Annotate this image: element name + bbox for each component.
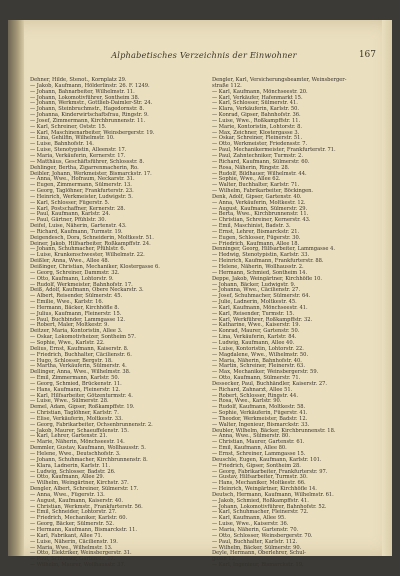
directory-entry: — August, Kaufmann, Kaiserstr. 40. (30, 497, 124, 504)
directory-entry: — Heinrich, Werkmeister, Ludwigstr. 5. (30, 193, 133, 200)
directory-entry: — Magdalene, Wwe., Wilhelmstr. 50. (212, 351, 309, 358)
directory-entry: — Otto, Werkmeister, Friedensstr. 7. (212, 141, 308, 148)
directory-entry: — Anna, Wwe., Sülmerstr. 80. (212, 433, 290, 440)
directory-entry: — Anna, Wwe., Fügerstr. 13. (30, 491, 105, 498)
directory-entry: — Otto, Kaufmann, Allee 29. (30, 474, 105, 481)
directory-entry: Deubler, Wilhelm, Bäcker, Kirchbrunnenstr. 18. (212, 427, 336, 434)
directory-entry: — Walter, Buchhalter, Karlstr. 71. (212, 182, 300, 189)
page-binding (8, 20, 24, 556)
directory-entry: — Rosa, Näherin, Ringstr. 28. (212, 164, 290, 171)
directory-entry: — Karl, Kaufmann, Mönchseestr. 41. (212, 304, 308, 311)
directory-entry: — Paul, Kaufmann, Karlstr. 24. (30, 211, 111, 218)
directory-entry: Dengler, Karl, Versicherungsbeamter, Weinsberger- (212, 77, 347, 83)
directory-entry: — Hermann, Schmied, Sontheim 14. (212, 269, 308, 276)
directory-entry: — Richard, Zahnarzt, Allee 51. (212, 386, 293, 393)
directory-entry: — Christian, Werkmstr., Frankfurterstr. 56. (30, 503, 143, 510)
directory-entry: — Luise, Wwe., Kaiserstr. 36. (212, 521, 289, 528)
directory-entry: — Marie, Kontoristin, Lohtorstr. 8. (212, 123, 303, 130)
directory-entry: — Otto, Kaufmann, Sülmerstr. 71. (212, 375, 301, 382)
directory-entry: — Friedrich, Buchhalter, Cäcilienstr. 6. (30, 351, 132, 358)
directory-entry: — Paul, Gärtner, Pfühlstr. 30. (30, 217, 107, 224)
directory-entry: — Karl, Kaufmann, Mönchseestr. 20. (212, 88, 308, 95)
directory-entry: — Otto, Elektriker, Weinsbergerstr. 31. (30, 550, 132, 557)
directory-entry: — Josef, Schuhmacher, Sülmerstr. 64. (212, 293, 311, 300)
directory-entry: — Georg, Fabrikarbeiter, Frankfurterstr. 97. (212, 468, 328, 475)
directory-entry: — Theodor, Werkmeister, Badstr. 12. (212, 415, 308, 422)
directory-entry: — Karl, Schlosser, Sülmerstr. 41. (212, 100, 298, 107)
page-edge (382, 20, 392, 556)
directory-entry: — Albert, Reisender, Sülmerstr. 45. (30, 293, 123, 300)
directory-entry: Deitzer, Maria, Kontoristin, Allee 3. (30, 328, 123, 335)
directory-entry: — Hans, Mechaniker, Moltkestr. 66. (212, 480, 306, 487)
directory-entry: — Julie, Ladnerin, Moltkestr. 45. (212, 299, 297, 306)
directory-entry: — Johann, Werkmstr., Gottlieb-Daimler-Str. 24. (30, 100, 153, 107)
directory-entry: — Luise, Näherin, Cäcilienstr. 19. (30, 538, 118, 545)
directory-entry: — Sophie, Wwe., Karlstr. 22. (30, 339, 105, 346)
directory-entry: — Friedrich, Mechaniker, Karlstr. 60. (30, 515, 128, 522)
directory-entry: — Jakob, Kaufmann, Hölderlinstr. 26. F. 1249. (30, 82, 150, 89)
directory-entry: — Klara, Ladnerin, Karlstr. 11. (30, 462, 110, 469)
directory-entry: — Max, Zeichner, Klostergasse 3. (212, 129, 300, 136)
directory-entry: Deifel, Luise, Näherin, Gartenstr. 43. (30, 223, 127, 230)
directory-entry: — Johann, Bahnarbeiter, Wilhelmstr. 11. (30, 88, 135, 95)
directory-entry: — Paul, Zahntechniker, Turmstr. 2. (212, 152, 303, 159)
directory-entry: — Rosa, Wwe., Karlstr. 90. (212, 398, 282, 405)
directory-entry: — Luise, Krankenschwester, Wilhelmstr. 22. (30, 252, 145, 259)
directory-entry: — Anna, Wwe., Hofraum, Neckarstr. 31. (30, 176, 135, 183)
directory-entry: — Heinrich, Kaufmann, Frankfurterstr. 88. (212, 258, 324, 265)
directory-entry: — Konrad, Gipser, Bahnhofstr. 36. (212, 112, 301, 119)
directory-entry: — Otto, Kaufmann, Lohtorstr. 9. (30, 275, 114, 282)
directory-entry: — Karl, Kaufmann, Allee 95. (212, 515, 286, 522)
directory-entry: — Rudolf, Werkmeister, Bahnhofstr. 17. (30, 281, 133, 288)
directory-entry: Deuschle, Eugen, Kaufmann, Karlstr. 101. (212, 456, 322, 463)
directory-entry: — Karl, Reisender, Turmstr. 15. (212, 310, 295, 317)
directory-entry: — Karl, Ingenieur, Bismarckstr. 19. (212, 562, 304, 569)
directory-entry: — Maria, Näherin, Bahnhofstr. 40. (212, 357, 302, 364)
directory-entry: Deißinger, Christian, Mechaniker, Klostergasse 6. (30, 264, 160, 270)
directory-entry: Deutsch, Hermann, Kaufmann, Wilhelmstr. 61. (212, 491, 334, 498)
directory-entry: — Ludwig, Schlosser, Badstr. 26. (30, 468, 116, 475)
directory-entry: — Emil, Zimmermann, Karlstr. 50. (30, 375, 120, 382)
directory-entry: — Oskar, Lokomotivheizer, Sontheim 57. (30, 334, 136, 341)
directory-entry: — Karl, Hilfsarbeiter, Götzenturmstr. 4. (30, 392, 133, 399)
directory-entry: — Helene, Näherin, Wollhausstr. 2. (212, 264, 304, 270)
directory-entry: — Karl, Postschaffner, Kernerstr. 28. (30, 205, 126, 212)
directory-entry: — Friedrich, Kaufmann, Allee 18. (212, 240, 300, 247)
directory-entry: — Richard, Kaufmann, Sülmerstr. 60. (212, 158, 310, 165)
directory-entry: — Robert, Schlosser, Ringstr. 44. (212, 392, 298, 399)
directory-entry: — Johann, Lokomotivführer, Sontheim 38. (30, 94, 140, 101)
directory-entry: — Georg, Schmied, Brückenstr. 11. (30, 380, 122, 387)
directory-entry: — Anna, Verkäuferin, Moltkestr. 12. (212, 199, 306, 206)
directory-entry: — Paul, Buchhalter, Karlstr. 112. (212, 538, 298, 545)
directory-entry: — Katharine, Wwe., Kaiserstr. 19. (212, 322, 301, 329)
directory-entry: — Paul, Schlosser, Gartenstr. 27. (30, 556, 116, 563)
directory-entry: Dehlinger, Bertha, Zigarrenmacherin, Ro. (30, 164, 139, 171)
directory-entry: — Luise, Wwe., Roßkampffstr. 11. (212, 117, 301, 124)
directory-entry: — Julius, Kaufmann, Fleinerstr. 15. (30, 310, 122, 317)
directory-entry: Deiß, Adolf, Kaufmann, Obere Neckarstr. 3. (30, 287, 144, 294)
directory-entry: Dellinger, Anna, Wwe., Wilhelmstr. 38. (30, 369, 131, 376)
directory-column-right (212, 78, 382, 569)
directory-entry: — Wilhelm, Weingärtner, Kirchstr. 37. (30, 480, 129, 487)
directory-entry: — Johann, Bäcker, Ludwigstr. 9. (212, 281, 296, 288)
directory-entry: — Otto, Schlosser, Weinsbergerstr. 70. (212, 532, 313, 539)
directory-entry: — Ernst, Lehrer, Bismarckstr. 21. (212, 228, 300, 235)
directory-entry: — Richard, Kaufmann, Turmstr. 19. (30, 228, 123, 235)
directory-entry: — Lina, Verkäuferin, Karlstr. 84. (212, 334, 297, 341)
directory-entry: — Elise, Verkäuferin, Moltkestr. 33. (30, 415, 123, 422)
directory-entry: — Georg, Taglöhner, Frankfurterstr. 23. (30, 188, 134, 195)
directory-entry: — Christian, Schreiner, Kernerstr. 43. (212, 217, 311, 224)
directory-entry: — Karl, Schlosser, Fügerstr. 5. (30, 199, 110, 206)
directory-entry: — Wilhelm, Bäcker, Sülmerstr. 90. (212, 544, 302, 551)
directory-entry: — Emil, Kaufmann, Allee 80. (212, 445, 287, 452)
directory-entry: Denninger, Georg, Hilfsarbeiter, Lammgasse 4. (212, 246, 336, 253)
directory-entry: — Jakob, Maurer, Schaeuffelenstr. 15. (30, 427, 129, 434)
directory-entry: — Hans, Kaufmann, Fleinerstr. 12. (30, 386, 121, 393)
directory-entry: — Josef, Zimmermann, Kirchbrunnenstr. 11. (30, 117, 146, 124)
directory-entry: — Ernst, Schreiner, Lammgasse 15. (212, 451, 306, 457)
directory-entry: — Eugen, Schlosser, Fügerstr. 30. (212, 234, 301, 241)
directory-entry: — Georg, Fabrikarbeiter, Ochsenbrunnenstr. 2. (30, 421, 153, 428)
directory-entry: — Hermann, Bäcker, Kirchhöfle 8. (30, 304, 120, 311)
directory-entry: — Johann, Steinbruchmstr., Hagedornstr. 8. (30, 106, 145, 113)
directory-entry: Dessecker, Paul, Buchhändler, Kaiserstr. 27. (212, 380, 328, 387)
directory-entry: gasse 12. (212, 556, 237, 563)
directory-entry: — Klara, Verkäuferin, Karlstr. 50. (212, 106, 300, 113)
directory-entry: — Maria, Wwe., Wilhelmstr. 13. (30, 544, 113, 551)
directory-entry: — Wilhelm, Fabrikarbeiter, Böckingen. (212, 188, 314, 195)
directory-entry: — Wilhelm, Maurer, Wollhausstr. 37. (30, 562, 126, 569)
directory-entry: Deyle, Hermann, Oberlehrer, Schul- (212, 550, 306, 557)
directory-entry: — Walter, Ingenieur, Bismarckstr. 33. (212, 421, 310, 428)
directory-entry: — Karl, Lehrer, Gartenstr. 21. (30, 433, 108, 440)
directory-entry: — Heinrich, Weingärtner, Kirchhöfle 14. (212, 486, 317, 493)
directory-entry: — Johann, Schuhmacher, Kirchbrunnenstr. 8. (30, 456, 148, 463)
directory-entry: — Luise, Wwe., Sülmerstr. 28. (30, 398, 109, 405)
directory-entry: Deiner, Jakob, Hilfsarbeiter, Roßkampffstr. 24. (30, 240, 151, 247)
directory-entry: — Jakob, Schmied, Roßkampffstr. 41. (212, 497, 309, 504)
directory-entry: — Georg, Schreiner, Dammstr. 32. (30, 269, 120, 276)
directory-entry: straße 112. (212, 82, 242, 89)
directory-entry: — Martha, Verkäuferin, Sülmerstr. 4. (30, 363, 127, 370)
directory-entry: — Karl, Schreiner, Oststr. 15. (30, 123, 107, 130)
directory-entry: — Karl, Schuhmacher, Fleinerstr. 72. (212, 509, 309, 516)
directory-entry: — Luise, Kontoristin, Lohtorstr. 22. (212, 345, 304, 352)
directory-entry: — Ludwig, Kaufmann, Allee 40. (212, 339, 295, 346)
directory-entry: — Johann, Lokomotivführer, Bahnhofstr. 52. (212, 503, 327, 510)
directory-entry: Dehner, Hilde, Stenot., Kornplatz 29. (30, 77, 127, 83)
directory-entry: — Rudolf, Kaufmann, Moltkestr. 58. (212, 404, 306, 411)
directory-entry: — Matthäus, Geschäftsführer, Schlossstr. 8. (30, 158, 145, 165)
directory-entry: — Hermann, Kaufmann, Bismarckstr. 11. (30, 526, 138, 533)
directory-entry: Dengler, Albert, Schreiner, Sülmerstr. 17. (30, 486, 139, 493)
directory-column-left (30, 78, 200, 569)
directory-entry: Deißler, Anna, Wwe., Allee 48. (30, 258, 110, 265)
directory-entry: — Sophie, Wwe., Allee 62. (212, 176, 281, 183)
directory-entry: — Paul, Buchbinder, Lammgasse 12. (30, 316, 126, 323)
directory-entry: — Paul, Mechanikermeister, Frankfurterstr. 71. (212, 147, 336, 154)
directory-entry: — Friedrich, Gipser, Sontheim 28. (212, 462, 301, 469)
directory-entry: Denk, Adolf, Gipser, Gartenstr. 40. (212, 193, 302, 200)
directory-entry: Demel, Adam, Gipser, Roßkampffstr. 19. (30, 404, 135, 411)
directory-entry: — Sophie, Verkäuferin, Fügerstr. 41. (212, 410, 308, 417)
directory-entry: — Luise, Bahnhofstr. 14. (30, 141, 94, 148)
directory-entry: — Berta, Wwe., Kirchbrunnenstr. 11. (212, 211, 309, 218)
directory-entry: — Max, Mechaniker, Weinsbergerstr. 59. (212, 369, 319, 376)
directory-entry: — Oskar, Schreiner, Fleinerstr. 51. (212, 135, 303, 142)
directory-entry: Deigendesch, Dora, Schneiderin, Moltkestr. 51. (30, 234, 154, 241)
directory-entry: — Christian, Maurer, Gartenstr. 61. (212, 439, 305, 446)
directory-entry: — Martin, Schreiner, Fleinerstr. 63. (212, 363, 305, 370)
directory-entry: — Karl, Werkführer, Roßkampffstr. 32. (212, 316, 313, 323)
directory-entry: — Robert, Maler, Moltkestr. 9. (30, 322, 110, 329)
directory-entry: — Johanna, Kinderwirtschaftsfrau, Ringstr. 9. (30, 112, 149, 119)
directory-entry: — Eugen, Zimmermann, Sülmerstr. 13. (30, 182, 132, 189)
directory-entry: Deibler, Johann, Werkmeister, Bismarckstr. 17. (30, 170, 152, 177)
directory-entry: — August, Kaufmann, Sülmerstr. 29. (212, 205, 308, 212)
book-page (8, 20, 392, 569)
directory-entry: — Hugo, Schlosser, Bergstr. 18. (30, 357, 113, 364)
directory-entry: — Emilie, Wwe., Karlstr. 16. (30, 299, 104, 306)
directory-entry: — Johanna, Wwe., Cäcilienstr. 27. (212, 287, 301, 294)
directory-entry: — Karl, Verkäufer, Hafenmarkt 15. (212, 94, 303, 101)
directory-entry: — Georg, Bäcker, Sülmerstr. 52. (30, 521, 114, 528)
page-header (30, 50, 378, 64)
directory-entry: — Johann, Schuhmacher, Pfühlstr. 6. (30, 246, 126, 253)
directory-entry: — Rudolf, Bildhauer, Wilhelmstr. 44. (212, 170, 307, 177)
directory-entry: — Emil, Schneider, Lohtorstr. 27. (30, 509, 117, 516)
page-number: 167 (358, 50, 376, 60)
directory-entry: — Luise, Stenotypistin, Alleenstr. 17. (30, 147, 127, 154)
directory-entry: Demmler, Gustav, Kaufmann, Wollhausstr. 5. (30, 445, 146, 452)
directory-entry: Delius, Ernst, Kaufmann, Kaiserstr. 8. (30, 345, 129, 352)
running-title: Alphabetisches Verzeichnis der Einwohner (111, 50, 297, 60)
directory-entry: — Lina, Gehilfin, Wilhelmstr. 10. (30, 135, 115, 142)
directory-entry: — Maria, Verkäuferin, Kernerstr. 17. (30, 152, 126, 159)
directory-entry: — Gustav, Hilfsarbeiter, Turmstr. 30. (212, 474, 308, 481)
directory-entry: — Konrad, Maurer, Gartenstr. 50. (212, 328, 300, 335)
directory-entry: — Emil, Maschinist, Badstr. 3. (212, 223, 291, 230)
directory-entry: — Karl, Fabrikant, Allee 71. (30, 532, 103, 539)
directory-entry: Deppe, Jakob, Weingärtner, Kirchhöfle 10. (212, 275, 323, 282)
directory-entry: — Karl, Maschinenarbeiter, Weinsbergerstr. 19. (30, 129, 155, 136)
directory-entry: — Helene, Wwe., Deutschhofstr. 3. (30, 451, 121, 457)
directory-entry: — Christian, Taglöhner, Karlstr. 7. (30, 410, 119, 417)
directory-entry: — Maria, Näherin, Gartenstr. 70. (212, 526, 299, 533)
directory-entry: — Hedwig, Stenotypistin, Karlstr. 33. (212, 252, 310, 259)
directory-entry: — Marie, Näherin, Mönchseestr. 14. (30, 439, 125, 446)
